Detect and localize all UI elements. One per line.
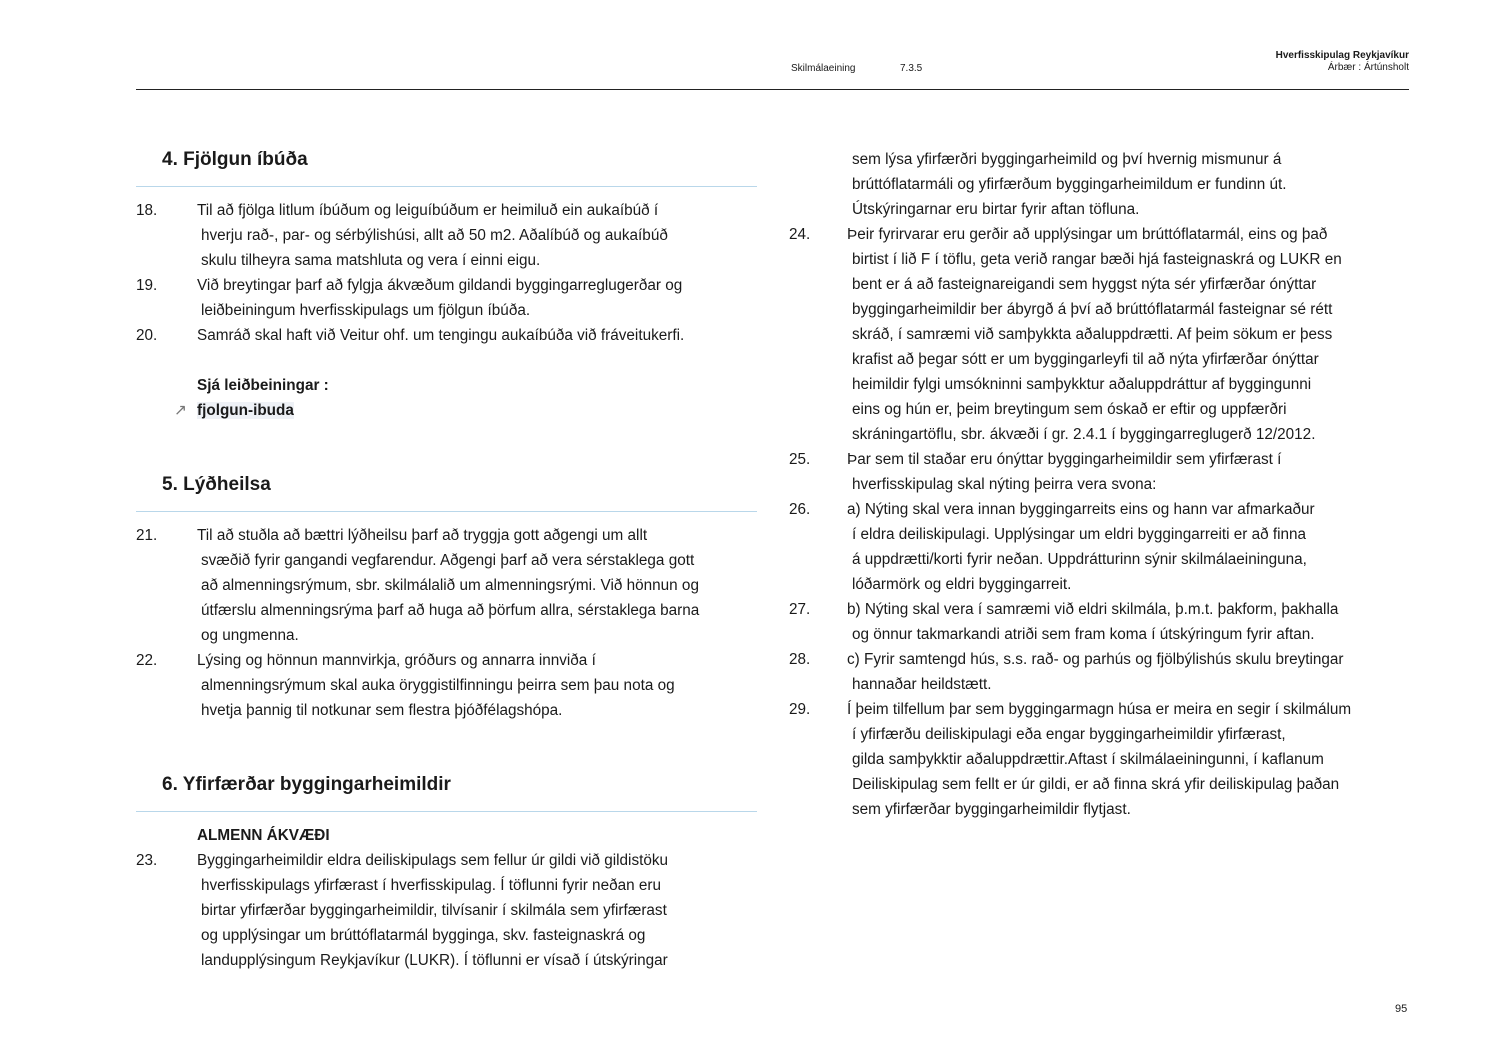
item-text-line: Í þeim tilfellum þar sem byggingarmagn húsa er meira en segir í skilmálum	[847, 701, 1352, 718]
item-text-line: bent er á að fasteignareigandi sem hyggst nýta sér yfirfærðar ónýttar	[852, 276, 1317, 293]
item-text-line: birtist í lið F í töflu, geta verið rangar bæði hjá fasteignaskrá og LUKR en	[852, 251, 1342, 268]
item-text-line: Byggingarheimildir eldra deiliskipulags sem fellur úr gildi við gildistöku	[197, 852, 669, 869]
item-text-line: sem yfirfærðar byggingarheimildir flytjast.	[852, 801, 1131, 818]
item-text-line: almenningsrýmum skal auka öryggistilfinningu þeirra sem þau nota og	[201, 677, 675, 694]
list-item	[789, 497, 1409, 597]
list-item	[136, 648, 757, 723]
item-text-line: skráð, í samræmi við samþykkta aðaluppdrætti. Af þeim sökum er þess	[852, 326, 1333, 343]
item-text-line: heimildir fylgi umsókninni samþykktur aðaluppdráttur af byggingunni	[852, 376, 1312, 393]
item-text-line: brúttóflatarmáli og yfirfærðum byggingarheimildum er fundinn út.	[852, 176, 1287, 193]
list-item	[136, 848, 757, 973]
item-number: 19.	[136, 277, 158, 294]
item-number: 25.	[789, 451, 811, 468]
guidance-block	[136, 373, 757, 423]
item-text-line: skulu tilheyra sama matshluta og vera í einni eigu.	[201, 252, 541, 269]
item-text-line: hannaðar heildstætt.	[852, 676, 992, 693]
item-text-line: Þar sem til staðar eru ónýttar byggingarheimildir sem yfirfærast í	[847, 451, 1282, 468]
section-heading: 5. Lýðheilsa	[136, 472, 757, 512]
item-number: 24.	[789, 226, 811, 243]
list-item	[136, 273, 757, 323]
list-item	[789, 222, 1409, 447]
list-item	[789, 447, 1409, 497]
item-number: 27.	[789, 601, 811, 618]
item-text-line: Lýsing og hönnun mannvirkja, gróðurs og annarra innviða í	[197, 652, 596, 669]
document-subtitle: Árbær : Ártúnsholt	[1327, 62, 1409, 73]
item-text-line: leiðbeiningum hverfisskipulags um fjölgun íbúða.	[201, 302, 531, 319]
item-text-line: b) Nýting skal vera í samræmi við eldri skilmála, þ.m.t. þakform, þakhalla	[847, 601, 1339, 618]
item-text-line: hverfisskipulags yfirfærast í hverfisskipulag. Í töflunni fyrir neðan eru	[201, 877, 661, 894]
item-text-line: sem lýsa yfirfærðri byggingarheimild og því hvernig mismunur á	[852, 151, 1282, 168]
item-number: 23.	[136, 852, 158, 869]
item-number: 28.	[789, 651, 811, 668]
item-text-line: birtar yfirfærðar byggingarheimildir, tilvísanir í skilmála sem yfirfærast	[201, 902, 667, 919]
item-number: 20.	[136, 327, 158, 344]
item-text-line: gilda samþykktir aðaluppdrættir.Aftast í skilmálaeiningunni, í kaflanum	[852, 751, 1324, 768]
section-heading: 6. Yfirfærðar byggingarheimildir	[136, 772, 757, 812]
guidance-label: Sjá leiðbeiningar :	[197, 377, 329, 394]
section-heading: 4. Fjölgun íbúða	[136, 147, 757, 187]
item-text-line: lóðarmörk og eldri byggingarreit.	[852, 576, 1072, 593]
item-text-line: og ungmenna.	[201, 627, 299, 644]
item-text-line: hvetja þannig til notkunar sem flestra þjóðfélagshópa.	[201, 702, 563, 719]
item-text-line: c) Fyrir samtengd hús, s.s. rað- og parhús og fjölbýlishús skulu breytingar	[847, 651, 1344, 668]
list-item	[789, 697, 1409, 822]
list-item	[789, 147, 1409, 222]
page-number: 95	[1395, 1003, 1408, 1015]
item-text-line: Deiliskipulag sem fellt er úr gildi, er að finna skrá yfir deiliskipulag þaðan	[852, 776, 1340, 793]
item-text-line: Samráð skal haft við Veitur ohf. um tengingu aukaíbúða við fráveitukerfi.	[197, 327, 685, 344]
external-link-arrow-icon: ↗	[174, 402, 187, 419]
list-item	[136, 323, 757, 348]
guidance-link-row	[136, 398, 757, 423]
item-number: 18.	[136, 202, 158, 219]
item-text-line: á uppdrætti/korti fyrir neðan. Uppdrátturinn sýnir skilmálaeininguna,	[852, 551, 1307, 568]
section-label: Skilmálaeining	[791, 63, 856, 74]
item-text-line: í eldra deiliskipulagi. Upplýsingar um eldri byggingarreiti er að finna	[852, 526, 1307, 543]
item-text-line: Þeir fyrirvarar eru gerðir að upplýsingar um brúttóflatarmál, eins og það	[847, 226, 1328, 243]
list-item	[136, 198, 757, 273]
item-number: 22.	[136, 652, 158, 669]
item-text-line: landupplýsingum Reykjavíkur (LUKR). Í töflunni er vísað í útskýringar	[201, 952, 668, 969]
item-text-line: Til að fjölga litlum íbúðum og leiguíbúðum er heimiluð ein aukaíbúð í	[197, 202, 659, 219]
item-text-line: hverfisskipulag skal nýting þeirra vera svona:	[852, 476, 1157, 493]
right-column	[789, 147, 1409, 822]
subheading: ALMENN ÁKVÆÐI	[197, 827, 330, 844]
header-divider	[136, 89, 1409, 90]
left-column	[136, 147, 757, 973]
list-item	[136, 523, 757, 648]
item-text-line: hverju rað-, par- og sérbýlishúsi, allt að 50 m2. Aðalíbúð og aukaíbúð	[201, 227, 668, 244]
item-text-line: og upplýsingar um brúttóflatarmál bygginga, skv. fasteignaskrá og	[201, 927, 646, 944]
item-text-line: eins og hún er, þeim breytingum sem óskað er eftir og uppfærðri	[852, 401, 1287, 418]
item-text-line: að almenningsrýmum, sbr. skilmálalið um almenningsrými. Við hönnun og	[201, 577, 699, 594]
item-text-line: skráningartöflu, sbr. ákvæði í gr. 2.4.1 í byggingarreglugerð 12/2012.	[852, 426, 1316, 443]
item-text-line: í yfirfærðu deiliskipulagi eða engar byggingarheimildir yfirfærast,	[852, 726, 1286, 743]
item-number: 26.	[789, 501, 811, 518]
item-text-line: svæðið fyrir gangandi vegfarendur. Aðgengi þarf að vera sérstaklega gott	[201, 552, 695, 569]
item-text-line: byggingarheimildir ber ábyrgð á því að brúttóflatarmál fasteignar sé rétt	[852, 301, 1333, 318]
item-text-line: Til að stuðla að bættri lýðheilsu þarf að tryggja gott aðgengi um allt	[197, 527, 648, 544]
document-title-block	[1276, 50, 1409, 74]
item-number: 21.	[136, 527, 158, 544]
item-text-line: krafist að þegar sótt er um byggingarleyfi til að nýta yfirfærðar ónýttar	[852, 351, 1319, 368]
list-item	[789, 647, 1409, 697]
list-item	[789, 597, 1409, 647]
document-title: Hverfisskipulag Reykjavíkur	[1275, 50, 1409, 61]
item-number: 29.	[789, 701, 811, 718]
item-text-line: Við breytingar þarf að fylgja ákvæðum gildandi byggingarreglugerðar og	[197, 277, 683, 294]
section-number: 7.3.5	[900, 63, 923, 74]
guidance-link[interactable]: fjolgun-ibuda	[197, 402, 294, 419]
item-text-line: a) Nýting skal vera innan byggingarreits eins og hann var afmarkaður	[847, 501, 1315, 518]
item-text-line: útfærslu almenningsrýma þarf að huga að þörfum allra, sérstaklega barna	[201, 602, 700, 619]
item-text-line: Útskýringarnar eru birtar fyrir aftan töfluna.	[852, 201, 1140, 218]
item-text-line: og önnur takmarkandi atriði sem fram koma í útskýringum fyrir aftan.	[852, 626, 1315, 643]
